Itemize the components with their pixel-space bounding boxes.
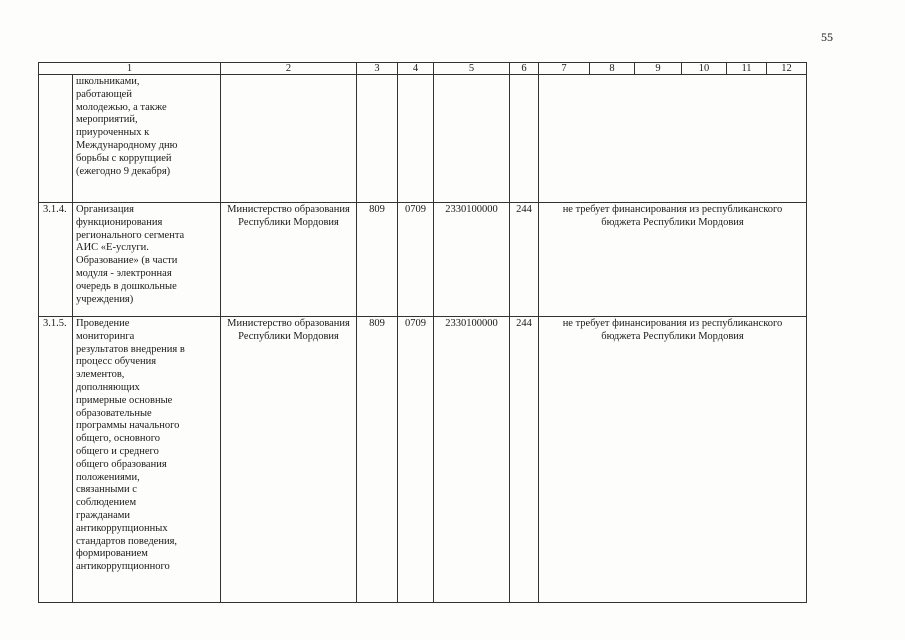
column-number-row (39, 63, 807, 75)
row-funding: не требует финансирования из республиканского бюджета Республики Мордовия (539, 203, 807, 317)
row-code-6: 244 (510, 317, 539, 603)
page-number: 55 (821, 30, 833, 44)
row-code-6 (510, 75, 539, 203)
row-code-3: 809 (357, 317, 398, 603)
row-code-6: 244 (510, 203, 539, 317)
row-code-3 (357, 75, 398, 203)
budget-table (38, 62, 807, 603)
column-header-6: 6 (510, 63, 539, 75)
row-code-4 (398, 75, 434, 203)
row-code-3: 809 (357, 203, 398, 317)
row-number (39, 75, 73, 203)
row-funding (539, 75, 807, 203)
row-code-5 (434, 75, 510, 203)
table-row (39, 317, 807, 603)
column-header-9: 9 (635, 63, 682, 75)
row-executor: Министерство образования Республики Мордовия (221, 317, 357, 603)
table-row (39, 75, 807, 203)
column-header-7: 7 (539, 63, 590, 75)
row-code-5: 2330100000 (434, 203, 510, 317)
column-header-12: 12 (767, 63, 807, 75)
column-header-10: 10 (682, 63, 727, 75)
column-header-2: 2 (221, 63, 357, 75)
row-number: 3.1.4. (39, 203, 73, 317)
row-code-5: 2330100000 (434, 317, 510, 603)
row-description: Организация функционирования регионального сегмента АИС «Е-услуги. Образование» (в части модуля - электронная очередь в дошкольные учреждения) (73, 203, 221, 317)
row-description: школьниками, работающей молодежью, а также мероприятий, приуроченных к Международному дню борьбы с коррупцией (ежегодно 9 декабря) (73, 75, 221, 203)
column-header-3: 3 (357, 63, 398, 75)
row-funding: не требует финансирования из республиканского бюджета Республики Мордовия (539, 317, 807, 603)
row-executor: Министерство образования Республики Мордовия (221, 203, 357, 317)
row-number: 3.1.5. (39, 317, 73, 603)
column-header-1: 1 (39, 63, 221, 75)
column-header-8: 8 (590, 63, 635, 75)
column-header-5: 5 (434, 63, 510, 75)
column-header-4: 4 (398, 63, 434, 75)
row-description: Проведение мониторинга результатов внедрения в процесс обучения элементов, дополняющих примерные основные образовательные программы начального общего, основного общего и среднего общего образования положениями, связанными с соблюдением гражданами антикоррупционных стандартов поведения, формированием антикоррупционного (73, 317, 221, 603)
row-executor (221, 75, 357, 203)
table-row (39, 203, 807, 317)
row-code-4: 0709 (398, 317, 434, 603)
column-header-11: 11 (727, 63, 767, 75)
row-code-4: 0709 (398, 203, 434, 317)
